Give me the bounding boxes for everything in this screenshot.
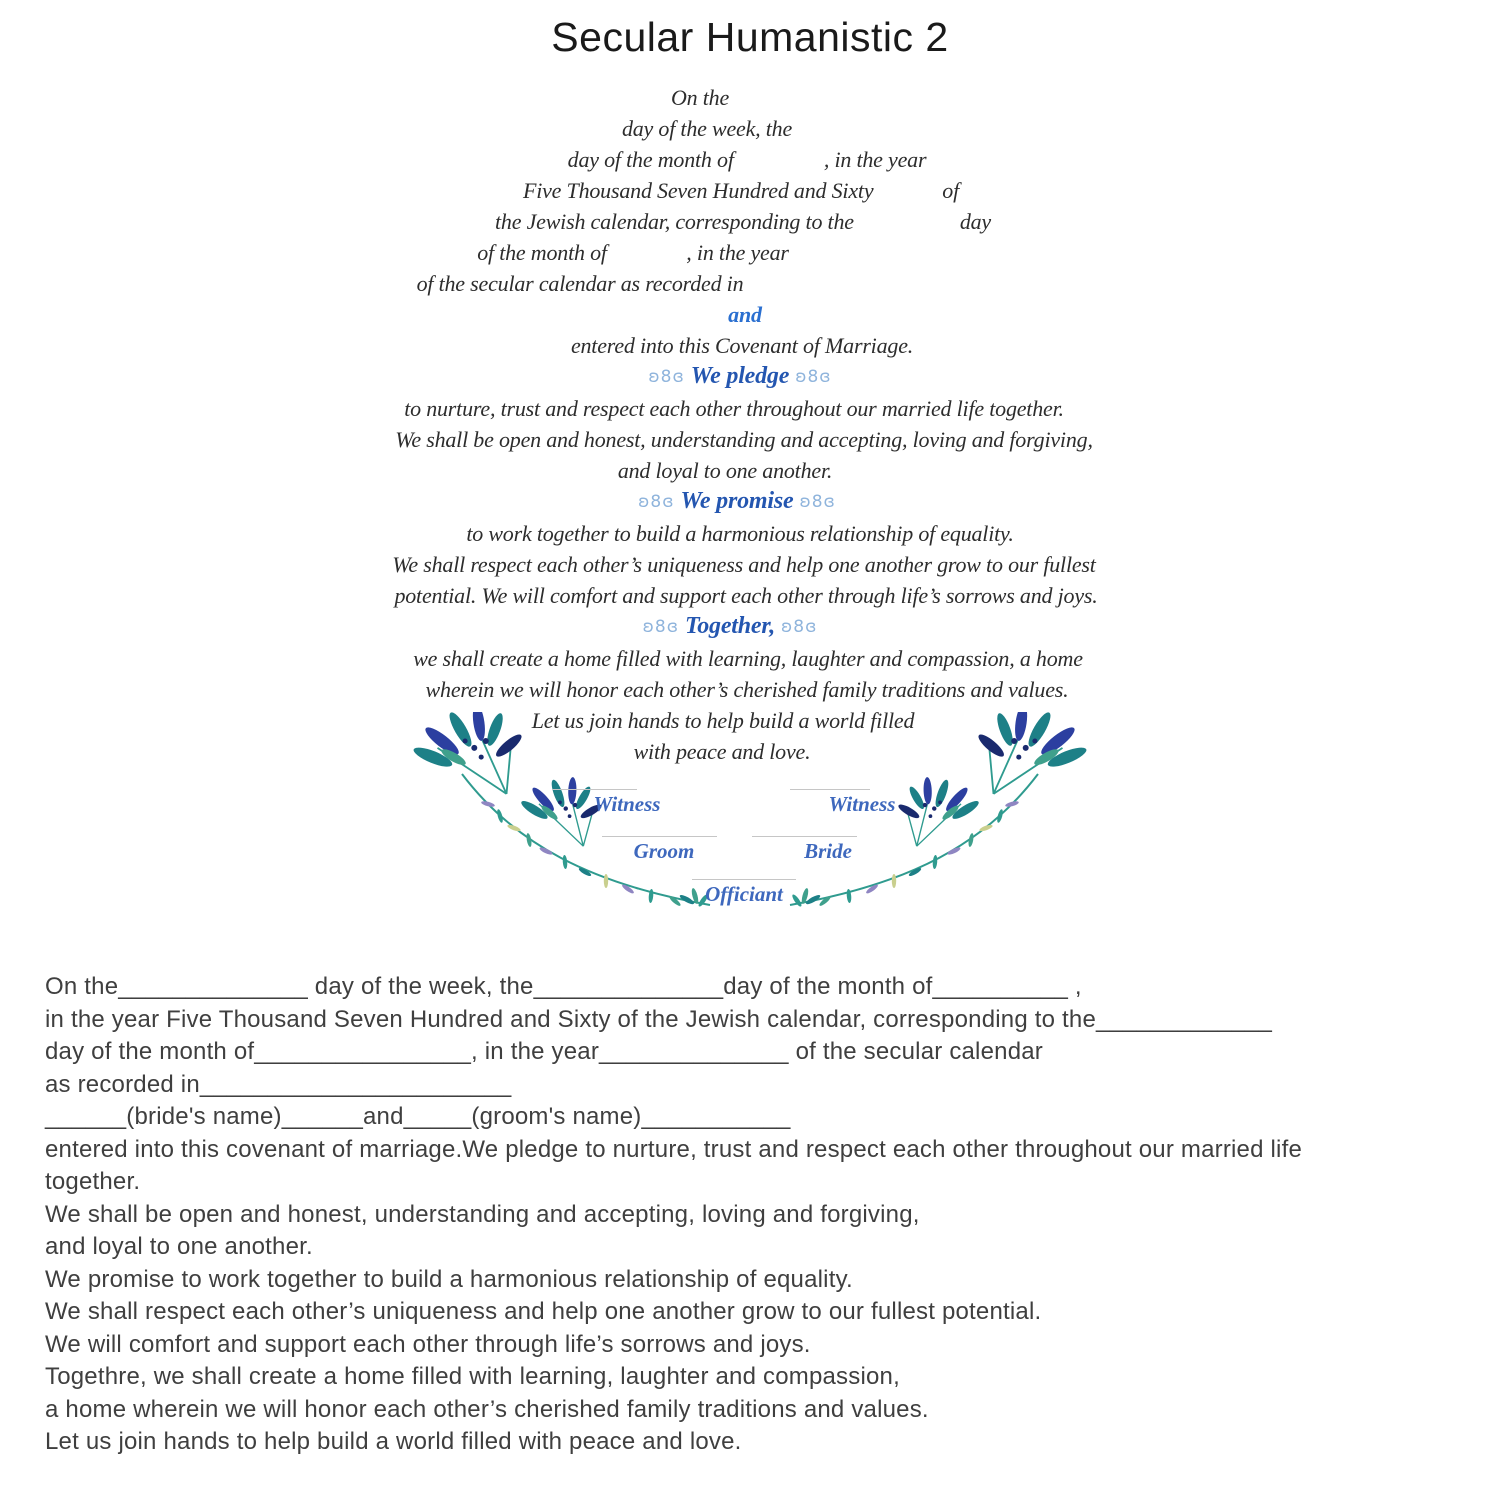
vow-line: Five Thousand Seven Hundred and Sixty of	[522, 178, 960, 203]
signature-line-witness-right	[790, 789, 870, 790]
signature-label-witness-right: Witness	[828, 792, 896, 816]
signature-label-officiant: Officiant	[705, 882, 783, 906]
plain-line: and loyal to one another.	[45, 1233, 313, 1260]
vow-line: to work together to build a harmonious relationship of equality.	[466, 521, 1014, 546]
together-heading	[0, 611, 1480, 643]
scroll-ornament-icon: ʚ8ɞ	[648, 367, 685, 387]
vow-line: entered into this Covenant of Marriage.	[570, 333, 914, 358]
plain-line: ______(bride's name)______and_____(groom's name)___________	[45, 1103, 791, 1130]
vow-line: day of the week, the	[621, 116, 793, 141]
plain-text-block	[45, 971, 1490, 1459]
vow-line: wherein we will honor each other’s cherished family traditions and values.	[425, 677, 1069, 702]
scroll-ornament-icon: ʚ8ɞ	[781, 617, 818, 637]
plain-line: Let us join hands to help build a world filled with peace and love.	[45, 1428, 742, 1455]
signature-label-groom: Groom	[633, 839, 695, 863]
scroll-ornament-icon: ʚ8ɞ	[799, 492, 836, 512]
signature-line-witness-left	[552, 789, 637, 790]
vow-line: we shall create a home filled with learning, laughter and compassion, a home	[413, 646, 1083, 671]
plain-line: We promise to work together to build a harmonious relationship of equality.	[45, 1265, 853, 1293]
scroll-ornament-icon: ʚ8ɞ	[642, 617, 679, 637]
plain-line: together.	[45, 1168, 141, 1195]
signature-line-bride	[752, 836, 857, 837]
signature-line-groom	[602, 836, 717, 837]
plain-line: Togethre, we shall create a home filled with learning, laughter and compassion,	[45, 1363, 900, 1390]
vow-line: We shall be open and honest, understanding and accepting, loving and forgiving,	[395, 427, 1093, 452]
plain-line: in the year Five Thousand Seven Hundred and Sixty of the Jewish calendar, corresponding to the_____________	[45, 1005, 1273, 1033]
scroll-ornament-icon: ʚ8ɞ	[795, 367, 832, 387]
page-title: Secular Humanistic 2	[551, 14, 949, 60]
vow-line: of the secular calendar as recorded in	[416, 271, 744, 296]
decorative-vow-text	[0, 82, 1500, 767]
heading-text: We promise	[680, 488, 794, 514]
signature-label-witness-left: Witness	[593, 792, 661, 816]
vow-line: to nurture, trust and respect each other throughout our married life together.	[404, 396, 1064, 421]
vow-line: day of the month of , in the year	[567, 147, 927, 172]
vow-line: Let us join hands to help build a world filled	[531, 708, 915, 733]
signature-label-bride: Bride	[804, 839, 852, 863]
vow-line: the Jewish calendar, corresponding to the day	[495, 209, 991, 234]
vow-line: and loyal to one another.	[617, 458, 833, 483]
vow-line: We shall respect each other’s uniqueness and help one another grow to our fullest	[392, 552, 1096, 577]
vow-line: of the month of , in the year	[477, 240, 789, 265]
plain-line: We shall be open and honest, understanding and accepting, loving and forgiving,	[45, 1200, 920, 1228]
we-pledge-heading	[0, 361, 1490, 393]
heading-text: We pledge	[690, 363, 790, 389]
vow-line: On the	[670, 85, 730, 110]
we-promise-heading	[0, 486, 1487, 518]
and-word: and	[728, 302, 762, 327]
plain-line: entered into this covenant of marriage.We pledge to nurture, trust and respect each other throughout our married life	[45, 1135, 1302, 1163]
heading-text: Together,	[685, 613, 775, 639]
scroll-ornament-icon: ʚ8ɞ	[638, 492, 675, 512]
vow-line: with peace and love.	[633, 739, 811, 764]
plain-line: day of the month of________________, in the year______________ of the secular calendar	[45, 1038, 1043, 1065]
plain-line: We will comfort and support each other through life’s sorrows and joys.	[45, 1330, 811, 1358]
vow-line: potential. We will comfort and support each other through life’s sorrows and joys.	[394, 583, 1098, 608]
plain-line: a home wherein we will honor each other’s cherished family traditions and values.	[45, 1395, 929, 1423]
plain-line: We shall respect each other’s uniqueness and help one another grow to our fullest potential.	[45, 1298, 1042, 1325]
plain-line: On the______________ day of the week, the______________day of the month of__________ ,	[45, 973, 1082, 1000]
plain-line: as recorded in_______________________	[45, 1070, 512, 1098]
signature-line-officiant	[692, 879, 796, 880]
